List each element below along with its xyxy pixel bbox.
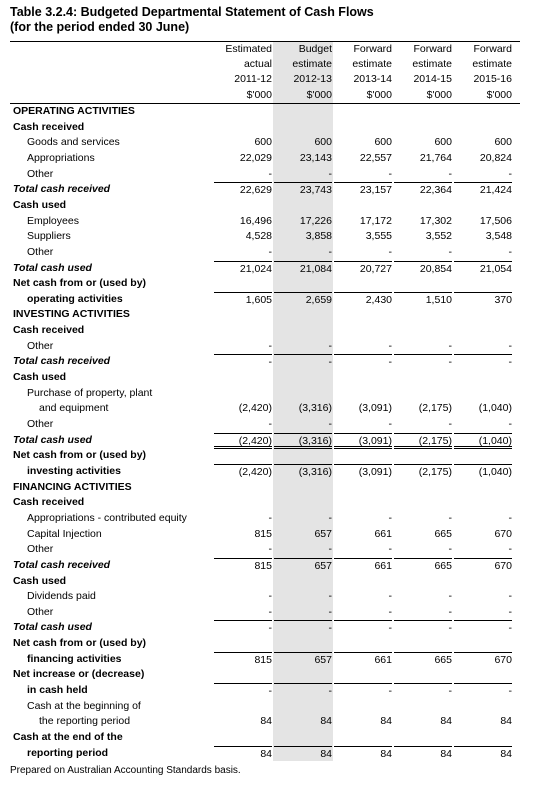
table-title-line1: Table 3.2.4: Budgeted Departmental Statement of Cash Flows <box>10 5 374 19</box>
table-row <box>0 558 536 574</box>
column-header-text: 2013-14 <box>353 73 392 86</box>
row-value: (1,040) <box>454 464 512 481</box>
table-row <box>0 214 536 230</box>
column-header-4 <box>454 42 512 103</box>
row-label: Total cash used <box>13 261 92 274</box>
row-label: Net increase or (decrease) <box>13 668 145 681</box>
row-value: 16,496 <box>239 214 272 227</box>
row-value: 21,764 <box>419 151 452 164</box>
table-row <box>0 401 536 417</box>
row-value: 670 <box>454 558 512 575</box>
row-value: - <box>328 543 332 556</box>
row-value: 22,029 <box>239 151 272 164</box>
row-label: financing activities <box>27 652 122 665</box>
row-label: in cash held <box>27 684 88 697</box>
row-value: - <box>328 605 332 618</box>
row-label: Other <box>27 339 54 352</box>
row-value: 22,557 <box>359 151 392 164</box>
row-value: - <box>214 620 272 637</box>
column-header-text: estimate <box>292 58 332 71</box>
table-row <box>0 245 536 261</box>
row-value: 600 <box>374 136 392 149</box>
row-value: 3,858 <box>305 230 332 243</box>
row-value: 3,552 <box>425 230 452 243</box>
row-value: 84 <box>500 715 512 728</box>
row-value: (3,316) <box>298 402 332 415</box>
row-value: (2,420) <box>214 433 272 450</box>
row-value: - <box>394 620 452 637</box>
row-label: Appropriations <box>27 151 95 164</box>
row-value: (3,091) <box>358 402 392 415</box>
row-label: Total cash received <box>13 558 111 571</box>
table-row <box>0 667 536 683</box>
row-label: Cash received <box>13 120 85 133</box>
row-value: - <box>448 590 452 603</box>
table-row <box>0 307 536 323</box>
column-header-text: Forward <box>413 43 452 55</box>
row-value: (3,091) <box>334 464 392 481</box>
table-row <box>0 433 536 449</box>
row-value: (1,040) <box>454 433 512 450</box>
row-value: 657 <box>274 558 332 575</box>
row-value: 84 <box>440 715 452 728</box>
row-value: - <box>448 245 452 258</box>
row-label: Total cash received <box>13 183 111 196</box>
table-row <box>0 229 536 245</box>
row-value: - <box>448 167 452 180</box>
row-label: INVESTING ACTIVITIES <box>13 308 130 321</box>
row-value: - <box>388 339 392 352</box>
row-label: Cash received <box>13 324 85 337</box>
row-value: 20,824 <box>479 151 512 164</box>
row-value: 600 <box>254 136 272 149</box>
column-header-text: $'000 <box>306 88 332 101</box>
table-row <box>0 292 536 308</box>
row-label: Appropriations - contributed equity <box>27 511 187 524</box>
row-value: - <box>268 511 272 524</box>
row-label: Purchase of property, plant <box>27 386 153 399</box>
row-value: 665 <box>434 527 452 540</box>
row-value: 815 <box>214 558 272 575</box>
row-value: - <box>508 590 512 603</box>
row-value: - <box>274 620 332 637</box>
column-header-text: $'000 <box>426 88 452 101</box>
row-value: 657 <box>274 652 332 669</box>
row-value: - <box>508 245 512 258</box>
row-value: - <box>214 683 272 700</box>
table-title-line2: (for the period ended 30 June) <box>10 20 190 34</box>
column-header-text: 2015-16 <box>473 73 512 86</box>
row-label: Cash used <box>13 574 67 587</box>
table-row <box>0 527 536 543</box>
row-label: operating activities <box>27 292 123 305</box>
row-value: - <box>454 683 512 700</box>
row-value: - <box>268 339 272 352</box>
row-value: (1,040) <box>478 402 512 415</box>
column-header-text: estimate <box>352 58 392 71</box>
table-row <box>0 104 536 120</box>
table-row <box>0 323 536 339</box>
table-row <box>0 198 536 214</box>
row-value: - <box>328 245 332 258</box>
table-row <box>0 151 536 167</box>
row-value: - <box>274 354 332 371</box>
row-value: - <box>454 354 512 371</box>
column-header-text: Estimated <box>225 43 272 55</box>
row-label: Other <box>27 418 54 430</box>
row-value: - <box>274 683 332 700</box>
column-header-text: 2012-13 <box>293 73 332 86</box>
row-value: - <box>388 167 392 180</box>
row-value: 23,157 <box>334 182 392 199</box>
row-label: the reporting period <box>39 715 131 728</box>
row-value: - <box>388 590 392 603</box>
row-value: 17,172 <box>359 214 392 227</box>
row-value: 84 <box>214 746 272 763</box>
row-value: 84 <box>394 746 452 763</box>
table-row <box>0 354 536 370</box>
table-row <box>0 589 536 605</box>
row-label: and equipment <box>39 402 109 415</box>
row-value: 21,024 <box>214 261 272 278</box>
row-value: 2,430 <box>334 292 392 309</box>
row-value: 4,528 <box>245 230 272 243</box>
row-value: 665 <box>394 652 452 669</box>
row-value: 600 <box>434 136 452 149</box>
row-value: 815 <box>254 527 272 540</box>
table-row <box>0 605 536 621</box>
table-row <box>0 652 536 668</box>
column-header-text: 2011-12 <box>234 73 272 86</box>
footer-note: Prepared on Australian Accounting Standards basis. <box>10 765 241 776</box>
column-header-3 <box>394 42 452 103</box>
row-value: 661 <box>374 527 392 540</box>
row-value: - <box>508 339 512 352</box>
row-value: 84 <box>454 746 512 763</box>
table-row <box>0 417 536 433</box>
row-label: FINANCING ACTIVITIES <box>13 480 132 493</box>
table-row <box>0 386 536 402</box>
row-value: - <box>328 418 332 430</box>
row-label: investing activities <box>27 464 121 477</box>
row-value: 23,743 <box>274 182 332 199</box>
table-row <box>0 574 536 590</box>
row-value: - <box>268 605 272 618</box>
row-value: - <box>388 511 392 524</box>
table-row <box>0 683 536 699</box>
row-value: - <box>328 511 332 524</box>
table-row <box>0 480 536 496</box>
row-value: 600 <box>314 136 332 149</box>
row-value: (2,175) <box>418 402 452 415</box>
row-label: Cash at the end of the <box>13 731 123 743</box>
row-value: - <box>448 339 452 352</box>
row-value: 2,659 <box>274 292 332 309</box>
row-value: - <box>508 418 512 430</box>
row-value: - <box>388 245 392 258</box>
row-label: Net cash from or (used by) <box>13 637 147 650</box>
table-row <box>0 261 536 277</box>
row-label: Suppliers <box>27 230 71 243</box>
row-value: (3,091) <box>334 433 392 450</box>
column-header-text: 2014-15 <box>413 73 452 86</box>
row-value: 661 <box>334 652 392 669</box>
row-value: 17,506 <box>479 214 512 227</box>
row-value: - <box>268 245 272 258</box>
row-value: - <box>448 418 452 430</box>
table-row <box>0 464 536 480</box>
row-label: reporting period <box>27 746 109 759</box>
row-label: OPERATING ACTIVITIES <box>13 105 135 117</box>
table-row <box>0 542 536 558</box>
row-label: Cash at the beginning of <box>27 699 141 712</box>
row-value: 1,510 <box>394 292 452 309</box>
row-value: 3,555 <box>365 230 392 243</box>
table-row <box>0 135 536 151</box>
row-value: (2,420) <box>214 464 272 481</box>
row-value: 84 <box>274 746 332 763</box>
row-value: - <box>508 511 512 524</box>
row-value: (2,420) <box>238 402 272 415</box>
table-row <box>0 120 536 136</box>
row-value: 20,727 <box>334 261 392 278</box>
table-row <box>0 699 536 715</box>
row-value: - <box>268 590 272 603</box>
row-value: 84 <box>334 746 392 763</box>
row-value: - <box>328 590 332 603</box>
row-value: - <box>388 543 392 556</box>
column-header-text: $'000 <box>486 88 512 101</box>
row-value: 670 <box>494 527 512 540</box>
row-value: 665 <box>394 558 452 575</box>
row-value: 3,548 <box>485 230 512 243</box>
row-value: 670 <box>454 652 512 669</box>
column-header-text: Forward <box>353 43 392 55</box>
row-value: 600 <box>494 136 512 149</box>
row-value: 22,364 <box>394 182 452 199</box>
row-value: 17,302 <box>419 214 452 227</box>
row-label: Total cash used <box>13 621 92 634</box>
row-value: 21,424 <box>454 182 512 199</box>
row-value: - <box>448 511 452 524</box>
row-value: (2,175) <box>394 433 452 450</box>
row-label: Other <box>27 543 54 556</box>
table-title <box>10 5 374 35</box>
row-value: 23,143 <box>299 151 332 164</box>
row-value: - <box>334 620 392 637</box>
row-value: - <box>388 605 392 618</box>
row-value: 84 <box>260 715 272 728</box>
row-value: 661 <box>334 558 392 575</box>
row-label: Cash received <box>13 496 85 509</box>
row-value: - <box>508 167 512 180</box>
row-label: Total cash used <box>13 433 92 446</box>
row-value: 1,605 <box>214 292 272 309</box>
column-header-text: estimate <box>472 58 512 71</box>
row-value: 21,054 <box>454 261 512 278</box>
column-header-text: Forward <box>473 43 512 55</box>
row-label: Employees <box>27 214 79 227</box>
row-label: Other <box>27 167 54 180</box>
row-value: 21,084 <box>274 261 332 278</box>
row-label: Capital Injection <box>27 527 102 540</box>
row-label: Net cash from or (used by) <box>13 449 147 462</box>
row-value: (3,316) <box>274 433 332 450</box>
row-value: - <box>448 543 452 556</box>
row-value: 84 <box>320 715 332 728</box>
row-value: 20,854 <box>394 261 452 278</box>
row-value: - <box>268 418 272 430</box>
row-value: - <box>394 354 452 371</box>
row-label: Cash used <box>13 371 67 384</box>
column-header-text: $'000 <box>246 88 272 101</box>
row-value: - <box>268 167 272 180</box>
row-value: - <box>334 354 392 371</box>
column-header-text: actual <box>243 58 272 71</box>
row-label: Dividends paid <box>27 590 96 603</box>
table-row <box>0 182 536 198</box>
table-row <box>0 167 536 183</box>
table-row <box>0 746 536 762</box>
row-value: - <box>388 418 392 430</box>
table-row <box>0 495 536 511</box>
table-row <box>0 276 536 292</box>
row-value: - <box>448 605 452 618</box>
column-header-text: estimate <box>412 58 452 71</box>
row-value: 22,629 <box>214 182 272 199</box>
row-label: Cash used <box>13 198 67 211</box>
row-value: - <box>454 620 512 637</box>
table-row <box>0 448 536 464</box>
column-header-2 <box>334 42 392 103</box>
row-value: 84 <box>380 715 392 728</box>
column-header-1 <box>274 42 332 103</box>
row-value: - <box>394 683 452 700</box>
table-row <box>0 339 536 355</box>
row-value: (2,175) <box>394 464 452 481</box>
row-value: - <box>508 543 512 556</box>
row-label: Net cash from or (used by) <box>13 277 147 290</box>
row-label: Goods and services <box>27 136 120 149</box>
row-value: 370 <box>454 292 512 309</box>
column-header-text: $'000 <box>366 88 392 101</box>
row-label: Other <box>27 245 54 258</box>
table-row <box>0 714 536 730</box>
row-value: (3,316) <box>274 464 332 481</box>
row-value: - <box>334 683 392 700</box>
row-value: - <box>508 605 512 618</box>
row-value: 657 <box>314 527 332 540</box>
row-value: - <box>328 167 332 180</box>
table-row <box>0 370 536 386</box>
table-row <box>0 511 536 527</box>
column-header-0 <box>214 42 272 103</box>
row-label: Total cash received <box>13 355 111 368</box>
row-value: - <box>328 339 332 352</box>
column-header-text: Budget <box>298 43 332 55</box>
table-row <box>0 620 536 636</box>
row-value: 815 <box>214 652 272 669</box>
table-row <box>0 636 536 652</box>
row-label: Other <box>27 605 54 618</box>
row-value: - <box>214 354 272 371</box>
row-value: - <box>268 543 272 556</box>
row-value: 17,226 <box>299 214 332 227</box>
table-row <box>0 730 536 746</box>
